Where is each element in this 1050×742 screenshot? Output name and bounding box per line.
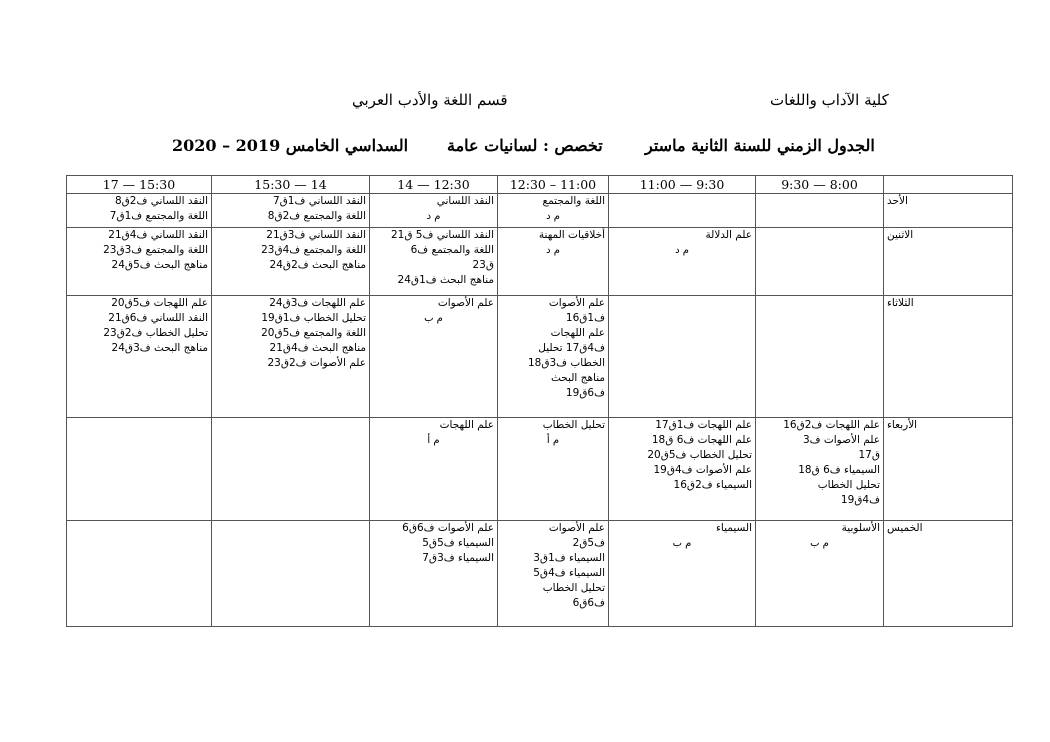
schedule-cell: [756, 194, 884, 228]
schedule-cell: [498, 521, 609, 627]
schedule-cell: [609, 521, 756, 627]
day-label: الأربعاء: [884, 418, 1013, 521]
session-line: علم الدلالة: [705, 229, 752, 241]
session-line: علم اللهجات ف1ق17: [655, 419, 752, 431]
schedule-cell: [498, 194, 609, 228]
faculty-name: كلية الآداب واللغات: [770, 91, 889, 109]
session-line: علم اللهجات ف2ق16: [783, 419, 880, 431]
session-line: علم اللهجات ف6 ق18: [651, 434, 752, 446]
schedule-cell: [609, 296, 756, 418]
schedule-cell: [609, 228, 756, 296]
session-line: علم الأصوات ف4ق19: [653, 464, 752, 476]
hall-tag: م د: [675, 245, 689, 256]
table-row: [67, 228, 1013, 296]
session-line: النقد اللساني ف4ق21: [108, 229, 208, 241]
department-name: قسم اللغة والأدب العربي: [352, 91, 508, 109]
table-row: [67, 194, 1013, 228]
table-row: [67, 521, 1013, 627]
schedule-cell: [212, 296, 370, 418]
schedule-cell: [498, 296, 609, 418]
schedule-cell: [370, 418, 498, 521]
session-line: السيمياء: [715, 522, 752, 534]
schedule-cell: [609, 194, 756, 228]
session-line: النقد اللساني ف1ق7: [272, 195, 366, 207]
schedule-cell: [370, 296, 498, 418]
session-line: تحليل الخطاب ف1ق19: [261, 312, 366, 324]
session-line: علم اللهجات: [550, 327, 605, 339]
session-line: مناهج البحث ف5ق24: [111, 259, 208, 271]
session-line: علم الأصوات: [548, 297, 605, 309]
column-header-slot-1: 8:00 — 9:30: [756, 176, 884, 194]
schedule-cell: [498, 418, 609, 521]
day-label: الاثنين: [884, 228, 1013, 296]
semester-label: السداسي الخامس 2019 – 2020: [172, 136, 409, 155]
session-line: اللغة والمجتمع ف5ق20: [261, 327, 366, 339]
session-line: النقد اللساني ف3ق21: [266, 229, 366, 241]
session-line: النقد اللساني ف2ق8: [114, 195, 208, 207]
session-line: اللغة والمجتمع: [542, 195, 605, 207]
session-line: مناهج البحث: [550, 372, 605, 384]
schedule-cell: [609, 418, 756, 521]
column-header-slot-2: 9:30 — 11:00: [609, 176, 756, 194]
session-line: ف6ق19: [565, 387, 605, 399]
specialization: تخصص : لسانيات عامة: [447, 136, 603, 155]
session-line: ق23: [472, 259, 494, 271]
hall-tag: م د: [546, 211, 560, 222]
session-line: مناهج البحث ف2ق24: [269, 259, 366, 271]
session-line: مناهج البحث ف4ق21: [269, 342, 366, 354]
session-line: علم الأصوات ف6ق6: [402, 522, 494, 534]
schedule-cell: [370, 194, 498, 228]
schedule-cell: [498, 228, 609, 296]
session-line: النقد اللساني: [436, 195, 494, 207]
schedule-cell: [756, 228, 884, 296]
session-line: أخلاقيات المهنة: [538, 229, 605, 241]
hall-tag: م أ: [546, 435, 560, 446]
session-line: علم اللهجات: [439, 419, 494, 431]
hall-tag: م د: [426, 211, 441, 222]
session-line: السيمياء ف1ق3: [533, 552, 605, 564]
session-line: علم الأصوات: [548, 522, 605, 534]
table-row: [67, 418, 1013, 521]
session-line: علم الأصوات ف3: [802, 434, 880, 446]
hall-tag: م د: [546, 245, 560, 256]
session-line: ف6ق6: [572, 597, 605, 609]
table-row: [67, 296, 1013, 418]
session-line: علم الأصوات: [437, 297, 494, 309]
schedule-cell: [212, 194, 370, 228]
column-header-day: [884, 176, 1013, 194]
session-line: الأسلوبية: [841, 522, 880, 534]
session-line: علم الأصوات ف2ق23: [267, 357, 366, 369]
schedule-cell: [756, 296, 884, 418]
schedule-cell: [67, 296, 212, 418]
session-line: السيمياء ف4ق5: [533, 567, 605, 579]
schedule-cell: [67, 521, 212, 627]
session-line: اللغة والمجتمع ف1ق7: [109, 210, 208, 222]
schedule-cell: [212, 521, 370, 627]
day-label: الخميس: [884, 521, 1013, 627]
session-line: علم اللهجات ف5ق20: [111, 297, 208, 309]
session-line: السيمياء ف2ق16: [673, 479, 752, 491]
session-line: السيمياء ف3ق7: [422, 552, 494, 564]
session-line: علم اللهجات ف3ق24: [269, 297, 366, 309]
session-line: النقد اللساني ف6ق21: [108, 312, 208, 324]
session-line: الخطاب ف3ق18: [527, 357, 605, 369]
session-line: ف5ق2: [572, 537, 605, 549]
session-line: تحليل الخطاب: [542, 582, 605, 594]
schedule-title: الجدول الزمني للسنة الثانية ماستر: [645, 136, 875, 155]
session-line: مناهج البحث ف1ق24: [397, 274, 494, 286]
schedule-cell: [370, 521, 498, 627]
session-line: ف4ق19: [840, 494, 880, 506]
schedule-cell: [67, 194, 212, 228]
session-line: مناهج البحث ف3ق24: [111, 342, 208, 354]
hall-tag: م أ: [427, 435, 440, 446]
schedule-cell: [212, 228, 370, 296]
session-line: تحليل الخطاب ف2ق23: [103, 327, 208, 339]
session-line: اللغة والمجتمع ف2ق8: [267, 210, 366, 222]
session-line: اللغة والمجتمع ف4ق23: [261, 244, 366, 256]
schedule-cell: [370, 228, 498, 296]
session-line: ف4ق17 تحليل: [538, 342, 605, 354]
hall-tag: م ب: [810, 538, 829, 549]
session-line: السيمياء ف5ق5: [422, 537, 494, 549]
schedule-cell: [212, 418, 370, 521]
header-row: [67, 176, 1013, 194]
schedule-cell: [67, 228, 212, 296]
session-line: ف1ق16: [565, 312, 605, 324]
column-header-slot-6: 15:30 — 17: [67, 176, 212, 194]
timetable: [66, 175, 1013, 627]
session-line: اللغة والمجتمع ف3ق23: [103, 244, 208, 256]
session-line: السيمياء ف6 ق18: [798, 464, 880, 476]
session-line: النقد اللساني ف5 ق21: [390, 229, 494, 241]
session-line: اللغة والمجتمع ف6: [410, 244, 494, 256]
hall-tag: م ب: [424, 313, 443, 324]
session-line: تحليل الخطاب: [817, 479, 880, 491]
session-line: تحليل الخطاب: [542, 419, 605, 431]
column-header-slot-4: 12:30 — 14: [370, 176, 498, 194]
column-header-slot-3: 11:00 – 12:30: [498, 176, 609, 194]
schedule-cell: [756, 521, 884, 627]
column-header-slot-5: 14 — 15:30: [212, 176, 370, 194]
schedule-cell: [67, 418, 212, 521]
schedule-cell: [756, 418, 884, 521]
day-label: الثلاثاء: [884, 296, 1013, 418]
day-label: الأحد: [884, 194, 1013, 228]
session-line: تحليل الخطاب ف5ق20: [647, 449, 752, 461]
session-line: ق17: [858, 449, 880, 461]
hall-tag: م ب: [672, 538, 692, 549]
timetable-body: [67, 194, 1013, 627]
